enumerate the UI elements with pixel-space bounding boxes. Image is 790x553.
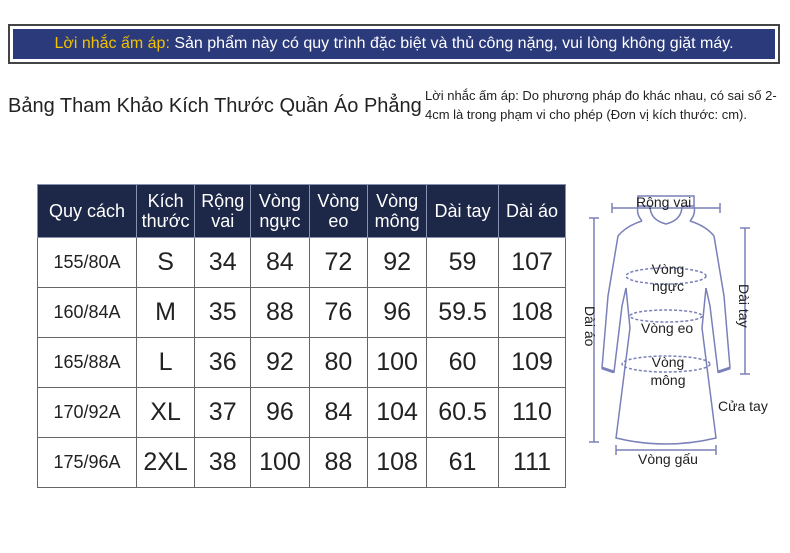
- table-cell: L: [136, 338, 194, 388]
- label-hip: Vòng mông: [650, 354, 686, 388]
- table-cell: 96: [368, 288, 427, 338]
- table-cell: 88: [251, 288, 310, 338]
- table-cell: 111: [499, 438, 566, 488]
- table-cell: 37: [195, 388, 251, 438]
- page-title: Bảng Tham Khảo Kích Thước Quần Áo Phẳng: [8, 95, 422, 117]
- table-cell: 88: [309, 438, 368, 488]
- col-header-size: Kích thước: [136, 185, 194, 238]
- table-cell: 170/92A: [38, 388, 137, 438]
- notice-banner-inner: [13, 29, 775, 59]
- table-cell: 175/96A: [38, 438, 137, 488]
- table-cell: 80: [309, 338, 368, 388]
- label-length: Dài áo: [582, 306, 598, 347]
- table-row: [38, 288, 566, 338]
- table-cell: 96: [251, 388, 310, 438]
- table-cell: 61: [427, 438, 499, 488]
- col-header-sleeve: Dài tay: [427, 185, 499, 238]
- col-header-shoulder: Rộng vai: [195, 185, 251, 238]
- table-cell: 165/88A: [38, 338, 137, 388]
- table-cell: S: [136, 238, 194, 288]
- table-cell: 34: [195, 238, 251, 288]
- size-table: [37, 184, 566, 488]
- table-cell: M: [136, 288, 194, 338]
- table-cell: 160/84A: [38, 288, 137, 338]
- table-cell: 108: [368, 438, 427, 488]
- table-cell: 38: [195, 438, 251, 488]
- notice-text: Sản phẩm này có quy trình đặc biệt và thủ công nặng, vui lòng không giặt máy.: [169, 35, 734, 52]
- label-hem: Vòng gấu: [638, 451, 698, 467]
- table-cell: 35: [195, 288, 251, 338]
- table-cell: 110: [499, 388, 566, 438]
- garment-diagram: [582, 188, 787, 478]
- label-waist: Vòng eo: [641, 320, 694, 336]
- table-cell: 59: [427, 238, 499, 288]
- table-cell: 155/80A: [38, 238, 137, 288]
- table-cell: 2XL: [136, 438, 194, 488]
- col-header-length: Dài áo: [499, 185, 566, 238]
- measurement-note: Lời nhắc ấm áp: Do phương pháp đo khác nhau, có sai số 2-4cm là trong phạm vi cho phép (Đơn vị kích thước: cm).: [425, 88, 777, 122]
- notice-highlight: Lời nhắc ấm áp:: [54, 35, 170, 52]
- table-row: [38, 438, 566, 488]
- table-header-row: [38, 185, 566, 238]
- table-cell: 92: [251, 338, 310, 388]
- table-cell: 60.5: [427, 388, 499, 438]
- table-cell: 107: [499, 238, 566, 288]
- table-cell: 60: [427, 338, 499, 388]
- col-header-hip: Vòng mông: [368, 185, 427, 238]
- table-row: [38, 388, 566, 438]
- label-sleeve: Dài tay: [736, 284, 752, 328]
- col-header-waist: Vòng eo: [309, 185, 368, 238]
- table-cell: 92: [368, 238, 427, 288]
- table-cell: 100: [368, 338, 427, 388]
- table-cell: 59.5: [427, 288, 499, 338]
- col-header-chest: Vòng ngực: [251, 185, 310, 238]
- table-cell: 100: [251, 438, 310, 488]
- table-cell: 76: [309, 288, 368, 338]
- col-header-spec: Quy cách: [38, 185, 137, 238]
- table-cell: 109: [499, 338, 566, 388]
- label-chest: Vòng ngực: [651, 261, 685, 294]
- table-cell: 108: [499, 288, 566, 338]
- notice-banner: [8, 24, 780, 64]
- label-cuff: Cửa tay: [718, 398, 768, 414]
- table-row: [38, 238, 566, 288]
- table-row: [38, 338, 566, 388]
- table-cell: 72: [309, 238, 368, 288]
- table-cell: 36: [195, 338, 251, 388]
- label-shoulder: Rộng vai: [636, 194, 692, 210]
- table-cell: 104: [368, 388, 427, 438]
- table-cell: 84: [309, 388, 368, 438]
- table-cell: 84: [251, 238, 310, 288]
- table-cell: XL: [136, 388, 194, 438]
